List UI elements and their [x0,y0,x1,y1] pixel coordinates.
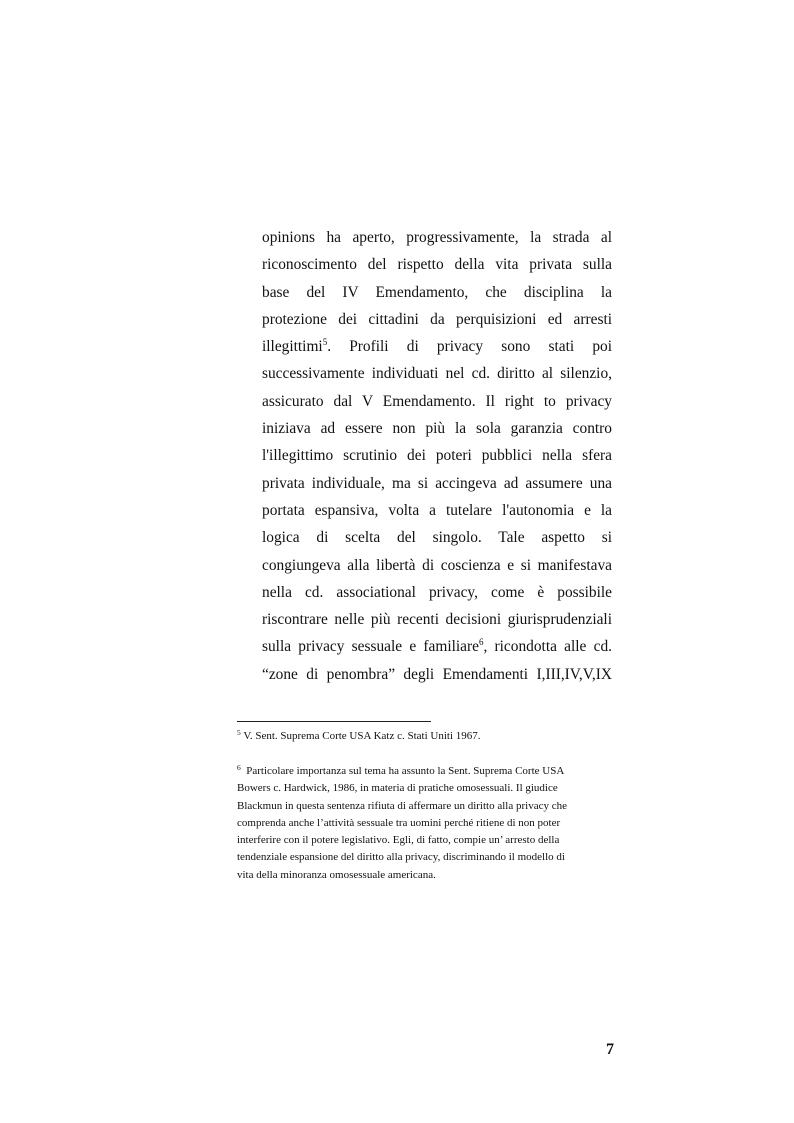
body-line: congiungeva alla libertà di coscienza e si manifestava [262,556,612,574]
footnote-5 [237,728,617,745]
footnote-reference-6: 6 [478,637,484,648]
body-line: assicurato dal V Emendamento. Il right to privacy [262,392,612,410]
footnote-divider [237,721,431,722]
body-paragraph [262,224,612,688]
body-text-segment: , ricondotta alle cd. [483,638,612,656]
footnote-line: vita della minoranza omosessuale americana. [237,868,436,881]
footnote-line [237,728,617,745]
body-line: successivamente individuati nel cd. diritto al silenzio, [262,365,612,383]
body-line: l'illegittimo scrutinio dei poteri pubblici nella sfera [262,447,612,465]
body-text-segment: sulla privacy sessuale e familiare [262,638,479,656]
body-line [262,633,612,660]
footnote-line: tendenziale espansione del diritto alla privacy, discriminando il modello di [237,851,565,864]
body-line: logica di scelta del singolo. Tale aspetto si [262,529,612,547]
body-line: portata espansiva, volta a tutelare l'autonomia e la [262,501,612,519]
footnote-text: Particolare importanza sul tema ha assunto la Sent. Suprema Corte USA [246,765,565,777]
footnote-line [237,763,617,780]
body-line: riscontrare nelle più recenti decisioni giurisprudenziali [262,611,612,629]
body-text-segment: illegittimi [262,338,323,356]
body-line: nella cd. associational privacy, come è possibile [262,583,612,601]
footnote-6 [237,763,617,884]
body-line: protezione dei cittadini da perquisizioni ed arresti [262,310,612,328]
footnote-line: comprenda anche l’attività sessuale tra uomini perché ritiene di non poter [237,816,561,829]
footnote-number: 5 [237,728,241,737]
body-line: base del IV Emendamento, che disciplina la [262,283,612,301]
body-line: “zone di penombra” degli Emendamenti I,III,IV,V,IX [262,665,612,683]
page-number: 7 [606,1041,614,1058]
footnote-line: Bowers c. Hardwick, 1986, in materia di pratiche omosessuali. Il giudice [237,782,558,795]
body-text-segment: . Profili di privacy sono stati poi [327,338,612,356]
body-line: privata individuale, ma si accingeva ad assumere una [262,474,612,492]
footnote-text: V. Sent. Suprema Corte USA Katz c. Stati Uniti 1967. [243,730,481,742]
footnote-line: Blackmun in questa sentenza rifiuta di affermare un diritto alla privacy che [237,799,567,812]
body-line [262,333,612,360]
footnote-reference-5: 5 [322,337,328,348]
footnote-line: interferire con il potere legislativo. Egli, di fatto, compie un’ arresto della [237,834,560,847]
footnote-number: 6 [237,763,241,772]
body-line: iniziava ad essere non più la sola garanzia contro [262,420,612,438]
body-line: riconoscimento del rispetto della vita privata sulla [262,256,612,274]
body-line: opinions ha aperto, progressivamente, la strada al [262,229,612,246]
